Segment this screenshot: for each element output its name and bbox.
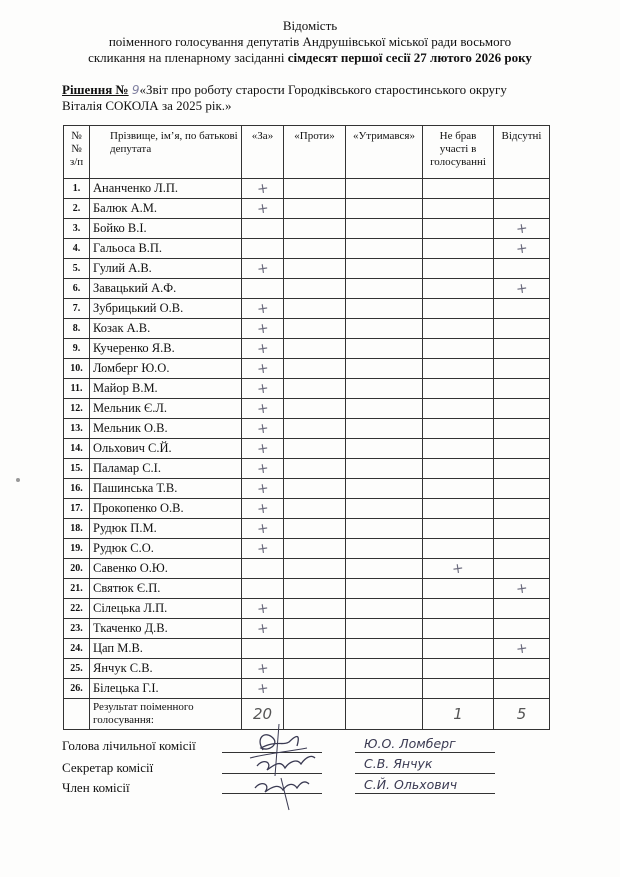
vote-cell-abstain — [346, 659, 423, 679]
table-row — [64, 479, 550, 499]
table-row — [64, 299, 550, 319]
row-number: 1. — [64, 179, 90, 199]
row-number: 17. — [64, 499, 90, 519]
vote-cell-abstain — [346, 539, 423, 559]
vote-cell-abstain — [346, 379, 423, 399]
vote-cell-not-voted — [423, 419, 494, 439]
vote-cell-abstain — [346, 359, 423, 379]
table-row — [64, 179, 550, 199]
vote-cell-against — [284, 199, 346, 219]
row-number: 10. — [64, 359, 90, 379]
table-row — [64, 319, 550, 339]
row-number: 23. — [64, 619, 90, 639]
vote-cell-absent — [494, 379, 550, 399]
deputy-name: Гулий А.В. — [90, 259, 242, 279]
table-row — [64, 219, 550, 239]
deputy-name: Бойко В.І. — [90, 219, 242, 239]
vote-cell-for — [242, 219, 284, 239]
vote-cell-for — [242, 279, 284, 299]
vote-cell-not-voted — [423, 599, 494, 619]
vote-mark: + — [255, 619, 270, 638]
deputy-name: Мельник О.В. — [90, 419, 242, 439]
vote-cell-absent — [494, 299, 550, 319]
vote-cell-not-voted — [423, 379, 494, 399]
vote-cell-for — [242, 319, 284, 339]
vote-cell-absent — [494, 599, 550, 619]
deputy-name: Савенко О.Ю. — [90, 559, 242, 579]
vote-cell-abstain — [346, 499, 423, 519]
vote-cell-for — [242, 419, 284, 439]
table-row — [64, 419, 550, 439]
deputy-name: Майор В.М. — [90, 379, 242, 399]
vote-cell-against — [284, 179, 346, 199]
vote-cell-abstain — [346, 599, 423, 619]
deputy-name: Ананченко Л.П. — [90, 179, 242, 199]
vote-cell-absent — [494, 539, 550, 559]
vote-cell-for — [242, 239, 284, 259]
vote-cell-against — [284, 319, 346, 339]
vote-cell-abstain — [346, 319, 423, 339]
vote-cell-against — [284, 419, 346, 439]
col-header-for: «За» — [242, 126, 284, 179]
vote-cell-against — [284, 679, 346, 699]
vote-cell-for — [242, 639, 284, 659]
row-number: 20. — [64, 559, 90, 579]
row-number: 16. — [64, 479, 90, 499]
vote-cell-against — [284, 379, 346, 399]
vote-mark: + — [255, 519, 270, 538]
table-row — [64, 399, 550, 419]
table-row — [64, 379, 550, 399]
vote-mark: + — [255, 259, 270, 278]
row-number: 6. — [64, 279, 90, 299]
vote-cell-against — [284, 299, 346, 319]
vote-cell-for — [242, 379, 284, 399]
row-number: 11. — [64, 379, 90, 399]
table-row — [64, 679, 550, 699]
vote-cell-against — [284, 239, 346, 259]
vote-cell-not-voted — [423, 559, 494, 579]
vote-cell-absent — [494, 219, 550, 239]
row-number: 7. — [64, 299, 90, 319]
vote-mark: + — [255, 399, 270, 418]
deputy-name: Ольхович С.Й. — [90, 439, 242, 459]
vote-cell-not-voted — [423, 359, 494, 379]
deputy-name: Завацький А.Ф. — [90, 279, 242, 299]
row-number: 14. — [64, 439, 90, 459]
vote-cell-for — [242, 679, 284, 699]
vote-cell-absent — [494, 359, 550, 379]
table-row — [64, 499, 550, 519]
row-number: 2. — [64, 199, 90, 219]
vote-cell-abstain — [346, 639, 423, 659]
vote-cell-not-voted — [423, 619, 494, 639]
vote-cell-absent — [494, 619, 550, 639]
table-row — [64, 579, 550, 599]
vote-cell-absent — [494, 679, 550, 699]
deputy-name: Пашинська Т.В. — [90, 479, 242, 499]
row-number: 26. — [64, 679, 90, 699]
vote-mark: + — [255, 439, 270, 458]
table-row — [64, 619, 550, 639]
vote-mark: + — [255, 339, 270, 358]
vote-cell-abstain — [346, 179, 423, 199]
vote-mark: + — [255, 459, 270, 478]
vote-cell-absent — [494, 479, 550, 499]
vote-cell-absent — [494, 519, 550, 539]
handwritten-signatures — [245, 718, 320, 813]
vote-cell-for — [242, 539, 284, 559]
vote-cell-against — [284, 339, 346, 359]
vote-cell-not-voted — [423, 319, 494, 339]
session-date: сімдесят першої сесії 27 лютого 2026 року — [287, 50, 532, 65]
doc-title: Відомість — [282, 18, 338, 33]
vote-cell-not-voted — [423, 659, 494, 679]
vote-cell-not-voted — [423, 179, 494, 199]
vote-cell-for — [242, 199, 284, 219]
vote-mark: + — [255, 679, 270, 698]
table-row — [64, 539, 550, 559]
table-row — [64, 259, 550, 279]
table-row — [64, 359, 550, 379]
secretary-name-line — [355, 773, 495, 774]
table-row — [64, 239, 550, 259]
vote-cell-abstain — [346, 579, 423, 599]
deputy-name: Козак А.В. — [90, 319, 242, 339]
vote-cell-absent — [494, 239, 550, 259]
member-name: С.Й. Ольхович — [364, 777, 458, 792]
vote-cell-for — [242, 299, 284, 319]
result-abstain — [346, 699, 423, 730]
vote-cell-against — [284, 219, 346, 239]
vote-mark: + — [255, 419, 270, 438]
vote-cell-against — [284, 399, 346, 419]
vote-mark: + — [255, 379, 270, 398]
table-header-row — [64, 126, 550, 179]
vote-mark: + — [255, 479, 270, 498]
vote-cell-against — [284, 599, 346, 619]
deputy-name: Сілецька Л.П. — [90, 599, 242, 619]
row-number: 4. — [64, 239, 90, 259]
row-number: 3. — [64, 219, 90, 239]
deputy-name: Ломберг Ю.О. — [90, 359, 242, 379]
vote-cell-against — [284, 539, 346, 559]
decision-label: Рішення № — [62, 82, 129, 97]
deputy-name: Гальоса В.П. — [90, 239, 242, 259]
row-number: 5. — [64, 259, 90, 279]
vote-cell-for — [242, 179, 284, 199]
vote-cell-against — [284, 639, 346, 659]
deputy-name: Ткаченко Д.В. — [90, 619, 242, 639]
vote-mark: + — [514, 579, 529, 598]
table-body — [64, 179, 550, 699]
deputy-name: Кучеренко Я.В. — [90, 339, 242, 359]
deputy-name: Мельник Є.Л. — [90, 399, 242, 419]
vote-cell-for — [242, 599, 284, 619]
vote-cell-against — [284, 559, 346, 579]
vote-cell-abstain — [346, 279, 423, 299]
vote-cell-absent — [494, 179, 550, 199]
vote-cell-abstain — [346, 479, 423, 499]
vote-cell-abstain — [346, 259, 423, 279]
scan-speck — [16, 478, 20, 482]
vote-cell-against — [284, 439, 346, 459]
vote-mark: + — [255, 499, 270, 518]
vote-cell-abstain — [346, 559, 423, 579]
voting-table — [63, 125, 550, 730]
vote-mark: + — [255, 319, 270, 338]
vote-cell-not-voted — [423, 219, 494, 239]
vote-cell-absent — [494, 439, 550, 459]
deputy-name: Рудюк П.М. — [90, 519, 242, 539]
vote-mark: + — [514, 639, 529, 658]
result-not-voted: 1 — [423, 699, 494, 730]
vote-cell-abstain — [346, 619, 423, 639]
vote-cell-not-voted — [423, 499, 494, 519]
vote-cell-not-voted — [423, 539, 494, 559]
vote-cell-against — [284, 659, 346, 679]
vote-cell-for — [242, 519, 284, 539]
vote-cell-not-voted — [423, 679, 494, 699]
deputy-name: Зубрицький О.В. — [90, 299, 242, 319]
result-label: Результат поіменного голосування: — [90, 699, 242, 730]
vote-cell-against — [284, 499, 346, 519]
table-row — [64, 199, 550, 219]
secretary-label: Секретар комісії — [62, 760, 154, 775]
vote-cell-not-voted — [423, 479, 494, 499]
vote-mark: + — [255, 359, 270, 378]
vote-cell-against — [284, 259, 346, 279]
deputy-name: Янчук С.В. — [90, 659, 242, 679]
decision-block — [62, 82, 582, 114]
vote-cell-not-voted — [423, 299, 494, 319]
row-number: 8. — [64, 319, 90, 339]
vote-cell-absent — [494, 199, 550, 219]
deputy-name: Прокопенко О.В. — [90, 499, 242, 519]
vote-cell-against — [284, 459, 346, 479]
chair-label: Голова лічильної комісії — [62, 738, 196, 753]
decision-text-line2: Віталія СОКОЛА за 2025 рік.» — [62, 98, 232, 113]
vote-cell-abstain — [346, 219, 423, 239]
vote-cell-not-voted — [423, 239, 494, 259]
vote-cell-against — [284, 279, 346, 299]
vote-cell-abstain — [346, 679, 423, 699]
col-header-not-voted: Не брав участі в голосуванні — [423, 126, 494, 179]
vote-mark: + — [255, 539, 270, 558]
col-header-against: «Проти» — [284, 126, 346, 179]
row-number: 13. — [64, 419, 90, 439]
vote-cell-abstain — [346, 459, 423, 479]
vote-cell-not-voted — [423, 259, 494, 279]
row-number: 12. — [64, 399, 90, 419]
vote-cell-absent — [494, 659, 550, 679]
row-number: 25. — [64, 659, 90, 679]
vote-cell-abstain — [346, 199, 423, 219]
vote-mark: + — [255, 659, 270, 678]
vote-cell-for — [242, 439, 284, 459]
member-label: Член комісії — [62, 780, 130, 795]
vote-mark: + — [255, 599, 270, 618]
vote-cell-not-voted — [423, 519, 494, 539]
deputy-name: Рудюк С.О. — [90, 539, 242, 559]
col-header-absent: Відсутні — [494, 126, 550, 179]
row-number: 22. — [64, 599, 90, 619]
vote-cell-abstain — [346, 239, 423, 259]
vote-cell-absent — [494, 339, 550, 359]
table-row — [64, 279, 550, 299]
vote-cell-abstain — [346, 519, 423, 539]
vote-cell-not-voted — [423, 399, 494, 419]
vote-cell-for — [242, 659, 284, 679]
vote-mark: + — [514, 279, 529, 298]
vote-cell-for — [242, 559, 284, 579]
vote-mark: + — [514, 219, 529, 238]
vote-cell-against — [284, 579, 346, 599]
table-row — [64, 439, 550, 459]
vote-cell-abstain — [346, 399, 423, 419]
vote-cell-not-voted — [423, 199, 494, 219]
secretary-name: С.В. Янчук — [364, 756, 433, 771]
vote-cell-not-voted — [423, 579, 494, 599]
vote-cell-absent — [494, 319, 550, 339]
vote-cell-absent — [494, 559, 550, 579]
vote-cell-against — [284, 359, 346, 379]
vote-cell-for — [242, 399, 284, 419]
decision-text-line1: «Звіт про роботу старости Городківського старостинського округу — [139, 82, 507, 97]
vote-mark: + — [514, 239, 529, 258]
table-row — [64, 339, 550, 359]
result-empty-cell — [64, 699, 90, 730]
result-for: 20 — [242, 699, 284, 730]
doc-subtitle-line2 — [0, 50, 620, 66]
vote-cell-against — [284, 479, 346, 499]
table-row — [64, 639, 550, 659]
vote-mark: + — [451, 559, 465, 578]
vote-cell-against — [284, 519, 346, 539]
table-row — [64, 599, 550, 619]
table-row — [64, 559, 550, 579]
table-row — [64, 459, 550, 479]
row-number: 21. — [64, 579, 90, 599]
vote-cell-for — [242, 479, 284, 499]
vote-cell-absent — [494, 399, 550, 419]
row-number: 9. — [64, 339, 90, 359]
vote-cell-abstain — [346, 419, 423, 439]
vote-cell-abstain — [346, 439, 423, 459]
vote-mark: + — [255, 199, 270, 218]
vote-cell-not-voted — [423, 279, 494, 299]
vote-cell-absent — [494, 279, 550, 299]
vote-cell-absent — [494, 459, 550, 479]
vote-cell-not-voted — [423, 339, 494, 359]
vote-cell-abstain — [346, 339, 423, 359]
deputy-name: Святюк Є.П. — [90, 579, 242, 599]
decision-number: 9 — [131, 83, 140, 97]
vote-mark: + — [255, 179, 270, 198]
row-number: 15. — [64, 459, 90, 479]
col-header-name: Прізвище, ім’я, по батькові депутата — [90, 126, 242, 179]
doc-subtitle-line1: поіменного голосування депутатів Андрушівської міської ради восьмого — [108, 34, 512, 49]
row-number: 24. — [64, 639, 90, 659]
vote-cell-for — [242, 459, 284, 479]
deputy-name: Цап М.В. — [90, 639, 242, 659]
row-number: 18. — [64, 519, 90, 539]
table-row — [64, 519, 550, 539]
vote-mark: + — [255, 299, 270, 318]
vote-cell-for — [242, 359, 284, 379]
row-number: 19. — [64, 539, 90, 559]
chair-name-line — [355, 752, 495, 753]
result-absent: 5 — [494, 699, 550, 730]
vote-cell-not-voted — [423, 639, 494, 659]
vote-cell-absent — [494, 499, 550, 519]
col-header-no: №№ з/п — [64, 126, 90, 179]
col-header-abstain: «Утримався» — [346, 126, 423, 179]
vote-cell-not-voted — [423, 439, 494, 459]
vote-cell-for — [242, 259, 284, 279]
session-text: скликання на пленарному засіданні — [88, 50, 288, 65]
vote-cell-absent — [494, 579, 550, 599]
deputy-name: Білецька Г.І. — [90, 679, 242, 699]
vote-cell-for — [242, 499, 284, 519]
deputy-name: Балюк А.М. — [90, 199, 242, 219]
vote-cell-absent — [494, 419, 550, 439]
vote-cell-for — [242, 339, 284, 359]
vote-cell-absent — [494, 639, 550, 659]
deputy-name: Паламар С.І. — [90, 459, 242, 479]
vote-cell-against — [284, 619, 346, 639]
vote-cell-not-voted — [423, 459, 494, 479]
member-name-line — [355, 793, 495, 794]
vote-cell-for — [242, 579, 284, 599]
table-row — [64, 659, 550, 679]
vote-cell-abstain — [346, 299, 423, 319]
vote-cell-for — [242, 619, 284, 639]
vote-cell-absent — [494, 259, 550, 279]
chair-name: Ю.О. Ломберг — [364, 736, 456, 751]
